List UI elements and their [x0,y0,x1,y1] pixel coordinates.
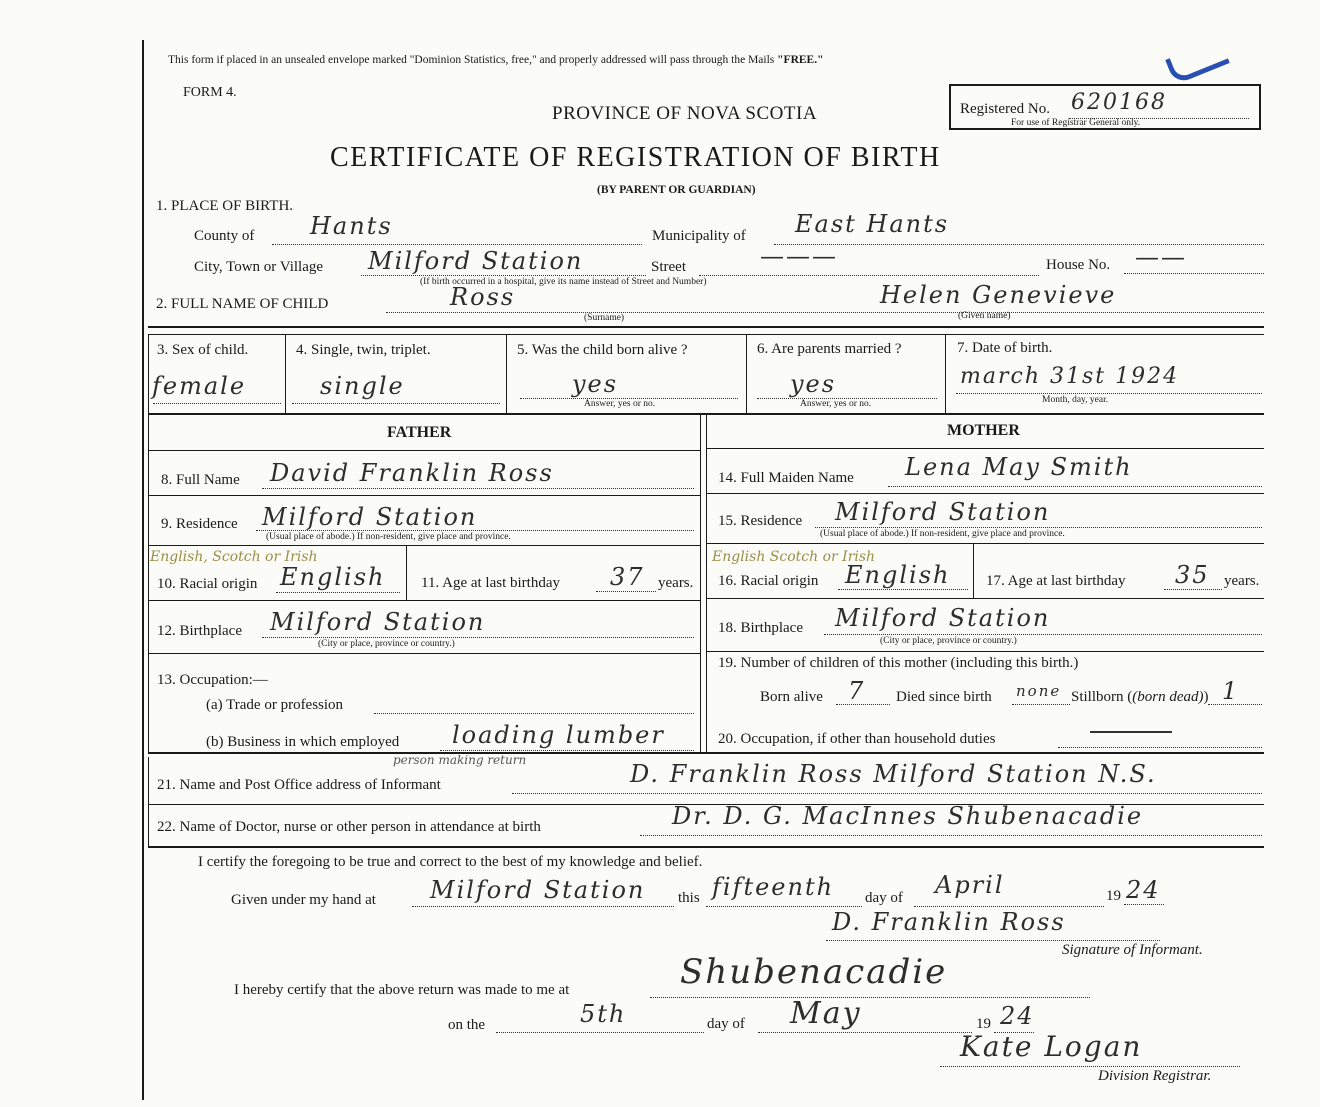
mother-rule-4 [706,598,1264,599]
father-race-line [276,592,400,593]
province-heading: PROVINCE OF NOVA SCOTIA [552,103,818,124]
registrar-signature-line [940,1066,1240,1067]
street-line [699,275,1039,276]
details-divider-3 [746,334,747,414]
mother-birthplace-caption: (City or place, province or country.) [880,636,1017,646]
doctor-label: 22. Name of Doctor, nurse or other person in attendance at birth [157,819,541,835]
registrar-day-of-label: day of [707,1016,745,1032]
surname-caption: (Surname) [584,313,625,323]
given-month-line [914,906,1104,907]
mother-residence-line [815,527,1262,528]
stillborn-label: Stillborn ((born dead)) [1071,689,1209,705]
mother-rule-2 [706,493,1264,494]
given-place-value: Milford Station [430,876,646,904]
city-value: Milford Station [368,247,584,275]
father-age-value: 37 [610,563,645,591]
alive-value: yes [572,370,619,398]
mother-race-value: English [845,561,951,589]
dob-label: 7. Date of birth. [957,340,1053,356]
place-heading: 1. PLACE OF BIRTH. [156,198,294,214]
mother-name-line [888,486,1262,487]
trade-label: (a) Trade or profession [206,697,344,713]
father-birthplace-line [262,637,694,638]
house-line [1124,273,1264,274]
mother-race-line [838,589,968,590]
sex-line [153,403,281,404]
father-residence-value: Milford Station [262,503,478,531]
given-year-line [1124,904,1164,905]
informant-line [512,793,1262,794]
rule-above-details-2 [148,334,1264,335]
plurality-value: single [320,372,405,400]
informant-signature-caption: Signature of Informant. [1062,942,1203,958]
born-alive-value: 7 [848,677,866,705]
mother-occupation-label: 20. Occupation, if other than household duties [718,731,996,747]
street-value: ——— [760,242,838,270]
left-border [148,334,149,752]
mother-age-label: 17. Age at last birthday [986,573,1126,589]
father-birthplace-caption: (City or place, province or country.) [318,639,455,649]
plurality-line [292,403,500,404]
this-label: this [678,890,700,906]
given-day-value: fifteenth [712,873,835,901]
details-divider-2 [506,334,507,414]
doctor-line [640,835,1262,836]
alive-caption: Answer, yes or no. [584,399,656,409]
mother-occupation-dash [1090,731,1172,733]
mother-birthplace-value: Milford Station [835,604,1051,632]
registrar-year-value: 24 [1000,1002,1035,1030]
mother-name-value: Lena May Smith [905,453,1133,481]
father-birthplace-label: 12. Birthplace [157,623,242,639]
dob-line [956,393,1262,394]
mother-birthplace-line [824,634,1262,635]
father-years-label: years. [658,575,694,591]
father-rule-1 [148,450,700,451]
registrar-place-value: Shubenacadie [680,952,948,992]
father-name-line [262,488,694,489]
informant-label: 21. Name and Post Office address of Informant [157,777,441,793]
born-alive-label: Born alive [760,689,823,705]
house-value: —— [1135,243,1187,271]
alive-label: 5. Was the child born alive ? [517,342,688,358]
registered-box [949,84,1261,130]
registrar-place-line [650,997,1090,998]
registrar-note: For use of Registrar General only. [1011,118,1141,128]
father-heading: FATHER [387,424,452,441]
registrar-day-value: 5th [580,1000,627,1028]
died-value: none [1016,682,1062,700]
rule-above-informant [148,752,1264,754]
sex-label: 3. Sex of child. [157,342,249,358]
given-month-value: April [935,871,1005,899]
mother-heading: MOTHER [947,422,1020,439]
mother-residence-value: Milford Station [835,498,1051,526]
left-border-lower [148,757,149,847]
given-year-prefix: 19 [1106,888,1121,904]
parents-divider-right [706,415,707,752]
county-line [272,244,642,245]
children-label: 19. Number of children of this mother (including this birth.) [718,655,1079,671]
city-line [361,275,646,276]
father-residence-caption: (Usual place of abode.) If non-resident, give place and province. [266,532,511,542]
mother-birthplace-label: 18. Birthplace [718,620,803,636]
business-line [440,750,694,751]
mother-race-note: English Scotch or Irish [712,549,876,565]
registrar-on-label: on the [448,1017,486,1033]
father-age-divider [406,545,407,600]
mail-note [168,54,823,66]
municipality-label: Municipality of [652,228,746,244]
registrar-month-value: May [790,996,862,1031]
informant-signature: D. Franklin Ross [832,908,1066,936]
given-day-of-label: day of [865,890,903,906]
dob-caption: Month, day, year. [1042,395,1109,405]
married-value: yes [790,370,837,398]
hospital-note: (If birth occurred in a hospital, give its name instead of Street and Number) [420,277,707,287]
mother-occupation-line [1058,747,1262,748]
mother-age-line [1164,589,1222,590]
married-caption: Answer, yes or no. [800,399,872,409]
given-caption: (Given name) [958,311,1011,321]
mail-note-free: "FREE." [777,54,824,66]
rule-below-doctor [148,846,1264,848]
certificate-title: CERTIFICATE OF REGISTRATION OF BIRTH [330,142,941,173]
father-rule-2 [148,495,700,496]
informant-value: D. Franklin Ross Milford Station N.S. [630,760,1157,788]
father-rule-5 [148,653,700,654]
father-occupation-label: 13. Occupation:— [157,672,268,688]
mother-name-label: 14. Full Maiden Name [718,470,854,486]
given-year-value: 24 [1126,876,1161,904]
registrar-signature: Kate Logan [960,1030,1143,1063]
father-residence-label: 9. Residence [161,516,238,532]
form-number: FORM 4. [183,85,237,100]
father-race-label: 10. Racial origin [157,576,258,592]
doctor-value: Dr. D. G. MacInnes Shubenacadie [672,802,1144,830]
mother-rule-5 [706,651,1264,652]
margin-border [142,40,144,1100]
trade-line [374,713,694,714]
father-rule-3 [148,545,700,546]
registered-number: 620168 [1071,90,1167,115]
died-label: Died since birth [896,689,992,705]
died-line [1012,704,1070,705]
given-place-line [412,906,674,907]
father-age-line [596,591,656,592]
details-divider-1 [285,334,286,414]
mother-rule-1 [706,448,1264,449]
sex-value: female [152,372,247,400]
father-name-value: David Franklin Ross [270,459,554,487]
plurality-label: 4. Single, twin, triplet. [296,342,431,358]
father-race-value: English [280,563,386,591]
registered-label: Registered No. [960,101,1050,117]
rule-above-details [148,326,1264,328]
municipality-line [774,244,1264,245]
informant-note: person making return [393,753,527,767]
registrar-caption: Division Registrar. [1098,1068,1212,1084]
dob-value: march 31st 1924 [960,364,1180,389]
given-label: Given under my hand at [231,892,376,908]
municipality-value: East Hants [795,210,950,238]
mail-note-text: This form if placed in an unsealed envelope marked "Dominion Statistics, free," and properly addressed will pass through the Mails [168,54,775,66]
registrar-year-prefix: 19 [976,1016,991,1032]
child-given-name: Helen Genevieve [880,281,1117,309]
given-day-line [706,906,862,907]
mother-age-divider [973,543,974,598]
parents-divider-left [700,415,701,752]
registrar-statement: I hereby certify that the above return was made to me at [234,982,570,998]
house-label: House No. [1046,257,1111,273]
county-label: County of [194,228,255,244]
street-label: Street [651,259,686,275]
registrar-day-line [496,1032,704,1033]
married-label: 6. Are parents married ? [757,341,902,357]
stillborn-note: (born dead) [1132,689,1204,705]
city-label: City, Town or Village [194,259,324,275]
father-birthplace-value: Milford Station [270,608,486,636]
certificate-subtitle: (BY PARENT OR GUARDIAN) [597,184,756,196]
child-name-label: 2. FULL NAME OF CHILD [156,296,329,312]
business-label: (b) Business in which employed [206,734,400,750]
mother-residence-caption: (Usual place of abode.) If non-resident, give place and province. [820,529,1065,539]
informant-signature-line [826,940,1160,941]
child-name-line [386,312,1264,313]
county-value: Hants [310,212,393,240]
father-rule-4 [148,600,700,601]
mother-years-label: years. [1224,573,1260,589]
father-name-label: 8. Full Name [161,472,240,488]
stillborn-text: Stillborn [1071,689,1124,705]
stillborn-value: 1 [1222,677,1240,705]
child-surname: Ross [450,283,516,311]
details-divider-4 [945,334,946,414]
certify-statement: I certify the foregoing to be true and correct to the best of my knowledge and belief. [198,854,703,870]
check-mark-icon [1165,38,1230,85]
mother-rule-3 [706,543,1264,544]
mother-age-value: 35 [1175,561,1210,589]
registrar-month-line [758,1032,972,1033]
mother-race-label: 16. Racial origin [718,573,819,589]
father-age-label: 11. Age at last birthday [421,575,560,591]
father-race-note: English, Scotch or Irish [150,549,318,565]
mother-residence-label: 15. Residence [718,513,803,529]
business-value: loading lumber [452,721,665,749]
